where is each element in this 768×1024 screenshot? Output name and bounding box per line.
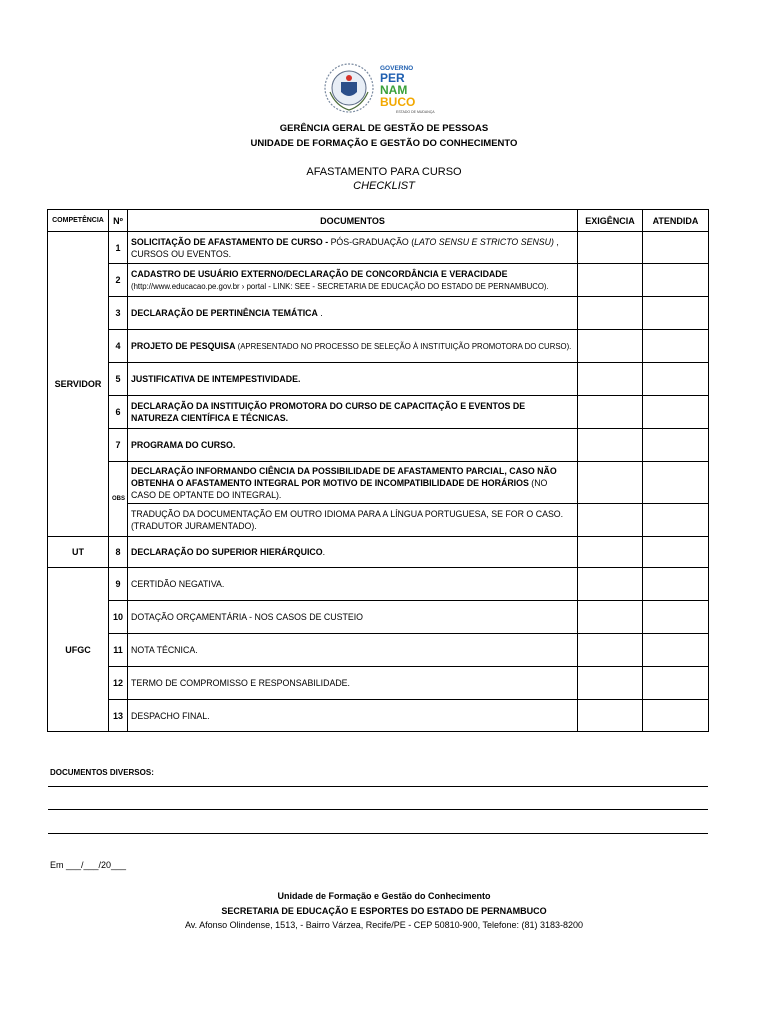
- checklist-table: [47, 209, 709, 732]
- pernambuco-government-logo: [322, 62, 440, 114]
- document-cell: PROGRAMA DO CURSO.: [128, 429, 578, 462]
- footer-address: Av. Afonso Olindense, 1513, - Bairro Várzea, Recife/PE - CEP 50810-900, Telefone: (81) 3183-8200: [184, 920, 584, 930]
- exigencia-cell[interactable]: [578, 504, 643, 537]
- row-number: 2: [109, 264, 128, 297]
- table-row: [48, 601, 709, 634]
- table-row: [48, 700, 709, 732]
- row-number: 10: [109, 601, 128, 634]
- svg-text:ESTADO DE MUDANÇA: ESTADO DE MUDANÇA: [396, 110, 435, 114]
- document-cell: SOLICITAÇÃO DE AFASTAMENTO DE CURSO - PÓS-GRADUAÇÃO (LATO SENSU E STRICTO SENSU) , CURSOS OU EVENTOS.: [128, 232, 578, 264]
- svg-text:PER: PER: [380, 71, 405, 85]
- table-row: [48, 363, 709, 396]
- header-atendida: ATENDIDA: [643, 210, 709, 232]
- atendida-cell[interactable]: [643, 396, 709, 429]
- atendida-cell[interactable]: [643, 537, 709, 568]
- group-ufgc: UFGC: [48, 568, 109, 732]
- document-cell: CERTIDÃO NEGATIVA.: [128, 568, 578, 601]
- document-cell: DOTAÇÃO ORÇAMENTÁRIA - NOS CASOS DE CUSTEIO: [128, 601, 578, 634]
- page-title: AFASTAMENTO PARA CURSO: [306, 166, 462, 178]
- exigencia-cell[interactable]: [578, 330, 643, 363]
- header-numero: Nº: [109, 210, 128, 232]
- exigencia-cell[interactable]: [578, 667, 643, 700]
- exigencia-cell[interactable]: [578, 264, 643, 297]
- row-number: 12: [109, 667, 128, 700]
- row-number: 9: [109, 568, 128, 601]
- atendida-cell[interactable]: [643, 462, 709, 504]
- document-cell: TRADUÇÃO DA DOCUMENTAÇÃO EM OUTRO IDIOMA PARA A LÍNGUA PORTUGUESA, SE FOR O CASO. (TRADUTOR JURAMENTADO).: [128, 504, 578, 537]
- table-row: [48, 232, 709, 264]
- blank-line[interactable]: [48, 833, 708, 834]
- exigencia-cell[interactable]: [578, 601, 643, 634]
- table-row: [48, 568, 709, 601]
- atendida-cell[interactable]: [643, 232, 709, 264]
- atendida-cell[interactable]: [643, 568, 709, 601]
- row-number: 5: [109, 363, 128, 396]
- exigencia-cell[interactable]: [578, 634, 643, 667]
- table-row: [48, 264, 709, 297]
- document-cell: NOTA TÉCNICA.: [128, 634, 578, 667]
- exigencia-cell[interactable]: [578, 537, 643, 568]
- table-row: [48, 330, 709, 363]
- atendida-cell[interactable]: [643, 264, 709, 297]
- table-row: [48, 429, 709, 462]
- exigencia-cell[interactable]: [578, 568, 643, 601]
- exigencia-cell[interactable]: [578, 429, 643, 462]
- exigencia-cell[interactable]: [578, 396, 643, 429]
- document-cell: DECLARAÇÃO INFORMANDO CIÊNCIA DA POSSIBILIDADE DE AFASTAMENTO PARCIAL, CASO NÃO OBTENHA O AFASTAMENTO INTEGRAL POR MOTIVO DE INCOMPATIBILIDADE DE HORÁRIOS (NO CASO DE OPTANTE DO INTEGRAL).: [128, 462, 578, 504]
- document-cell: TERMO DE COMPROMISSO E RESPONSABILIDADE.: [128, 667, 578, 700]
- atendida-cell[interactable]: [643, 297, 709, 330]
- atendida-cell[interactable]: [643, 601, 709, 634]
- table-row: [48, 537, 709, 568]
- table-row: [48, 634, 709, 667]
- document-cell: DECLARAÇÃO DO SUPERIOR HIERÁRQUICO.: [128, 537, 578, 568]
- group-servidor: SERVIDOR: [48, 232, 109, 537]
- obs-label: OBS: [109, 462, 128, 537]
- table-row: [48, 396, 709, 429]
- atendida-cell[interactable]: [643, 634, 709, 667]
- blank-line[interactable]: [48, 786, 708, 787]
- footer-secretaria: SECRETARIA DE EDUCAÇÃO E ESPORTES DO ESTADO DE PERNAMBUCO: [221, 906, 547, 916]
- atendida-cell[interactable]: [643, 429, 709, 462]
- date-line: Em ___/___/20___: [50, 860, 127, 870]
- table-row: [48, 504, 709, 537]
- exigencia-cell[interactable]: [578, 462, 643, 504]
- row-number: 7: [109, 429, 128, 462]
- row-number: 13: [109, 700, 128, 732]
- header-documentos: DOCUMENTOS: [128, 210, 578, 232]
- document-cell: JUSTIFICATIVA DE INTEMPESTIVIDADE.: [128, 363, 578, 396]
- row-number: 4: [109, 330, 128, 363]
- document-cell: CADASTRO DE USUÁRIO EXTERNO/DECLARAÇÃO DE CONCORDÂNCIA E VERACIDADE (http://www.educacao.pe.gov.br › portal - LINK: SEE - SECRETARIA DE EDUCAÇÃO DO ESTADO DE PERNAMBUCO).: [128, 264, 578, 297]
- footer-unit: Unidade de Formação e Gestão do Conhecimento: [277, 891, 491, 901]
- blank-line[interactable]: [48, 809, 708, 810]
- exigencia-cell[interactable]: [578, 363, 643, 396]
- table-row: [48, 462, 709, 504]
- brand-wordmark: [378, 62, 440, 114]
- row-number: 6: [109, 396, 128, 429]
- org-title: GERÊNCIA GERAL DE GESTÃO DE PESSOAS: [279, 123, 489, 134]
- table-row: [48, 667, 709, 700]
- page-subtitle: CHECKLIST: [353, 180, 415, 192]
- atendida-cell[interactable]: [643, 330, 709, 363]
- document-cell: DECLARAÇÃO DA INSTITUIÇÃO PROMOTORA DO CURSO DE CAPACITAÇÃO E EVENTOS DE NATUREZA CIENTÍFICA E TÉCNICAS.: [128, 396, 578, 429]
- svg-text:BUCO: BUCO: [380, 95, 416, 109]
- header-competencia: COMPETÊNCIA: [48, 210, 109, 232]
- atendida-cell[interactable]: [643, 667, 709, 700]
- row-number: 3: [109, 297, 128, 330]
- exigencia-cell[interactable]: [578, 700, 643, 732]
- unit-title: UNIDADE DE FORMAÇÃO E GESTÃO DO CONHECIMENTO: [250, 138, 518, 149]
- document-cell: PROJETO DE PESQUISA (APRESENTADO NO PROCESSO DE SELEÇÃO À INSTITUIÇÃO PROMOTORA DO CURSO).: [128, 330, 578, 363]
- row-number: 1: [109, 232, 128, 264]
- documentos-diversos-label: DOCUMENTOS DIVERSOS:: [50, 768, 154, 777]
- svg-text:NAM: NAM: [380, 83, 408, 97]
- state-seal-icon: [322, 62, 376, 114]
- exigencia-cell[interactable]: [578, 232, 643, 264]
- document-cell: DECLARAÇÃO DE PERTINÊNCIA TEMÁTICA .: [128, 297, 578, 330]
- atendida-cell[interactable]: [643, 700, 709, 732]
- svg-text:GOVERNO: GOVERNO: [380, 65, 414, 72]
- atendida-cell[interactable]: [643, 363, 709, 396]
- atendida-cell[interactable]: [643, 504, 709, 537]
- group-ut: UT: [48, 537, 109, 568]
- table-row: [48, 297, 709, 330]
- exigencia-cell[interactable]: [578, 297, 643, 330]
- header-exigencia: EXIGÊNCIA: [578, 210, 643, 232]
- row-number: 8: [109, 537, 128, 568]
- document-cell: DESPACHO FINAL.: [128, 700, 578, 732]
- row-number: 11: [109, 634, 128, 667]
- table-header-row: [48, 210, 709, 232]
